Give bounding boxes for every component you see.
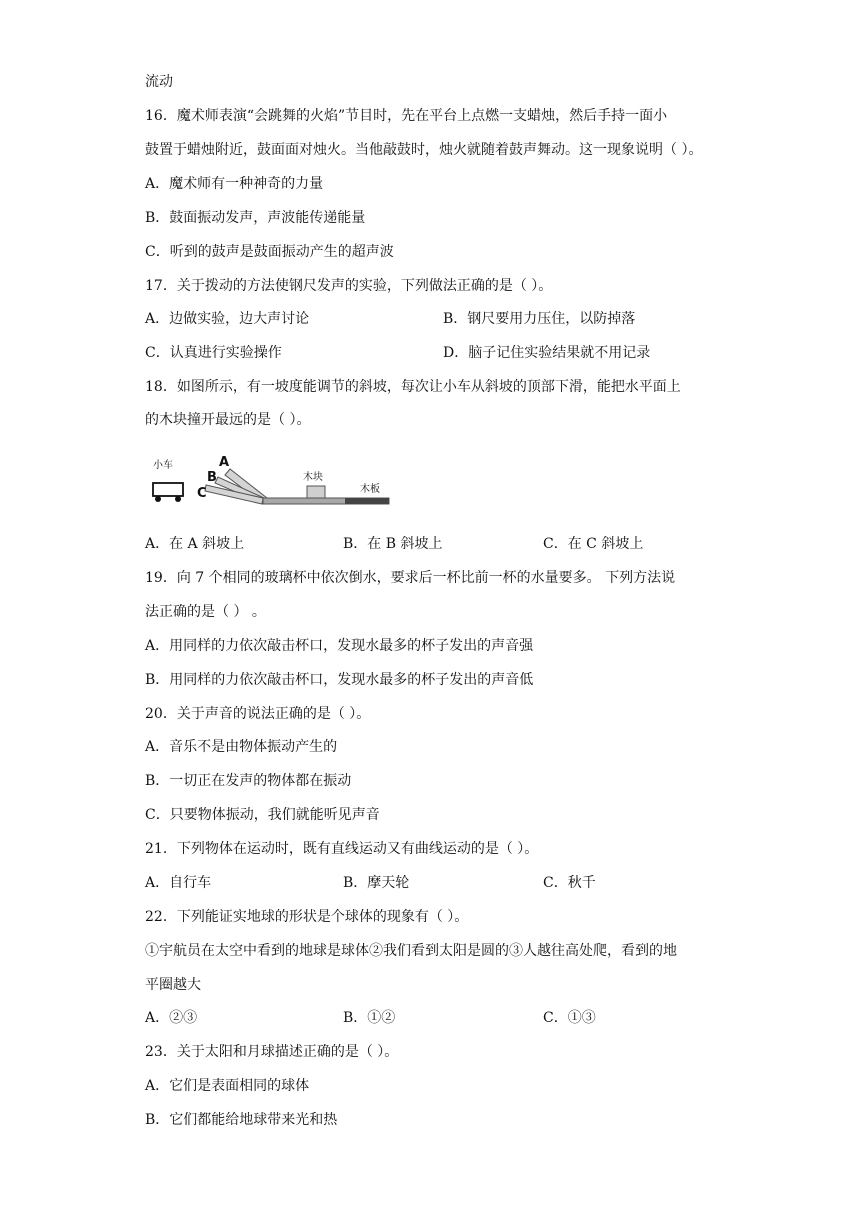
option-c: C．秋千: [543, 875, 596, 891]
question-stem: 18．如图所示，有一坡度能调节的斜坡，每次让小车从斜坡的顶部下滑，能把水平面上: [145, 379, 681, 395]
option-a: A．魔术师有一种神奇的力量: [145, 176, 324, 192]
question-stem: 16．魔术师表演“会跳舞的火焰”节目时，先在平台上点燃一支蜡烛，然后手持一面小: [145, 108, 668, 124]
option-b: B．在 B 斜坡上: [343, 536, 443, 552]
option-c: C．①③: [543, 1010, 596, 1026]
board-dark-end: [345, 498, 389, 504]
question-stem: 21．下列物体在运动时，既有直线运动又有曲线运动的是（ ）。: [145, 841, 539, 857]
option-a: A．用同样的力依次敲击杯口，发现水最多的杯子发出的声音强: [145, 638, 534, 654]
option-c: C．在 C 斜坡上: [543, 536, 644, 552]
option-b: B．钢尺要用力压住，以防掉落: [443, 311, 636, 327]
board-label: 木板: [360, 484, 380, 495]
question-stem: 鼓置于蜡烛附近，鼓面面对烛火。当他敲鼓时，烛火就随着鼓声舞动。这一现象说明（ ）。: [145, 142, 703, 158]
option-c: C．认真进行实验操作: [145, 345, 282, 361]
option-b: B．鼓面振动发声，声波能传递能量: [145, 210, 366, 226]
option-b: B．用同样的力依次敲击杯口，发现水最多的杯子发出的声音低: [145, 672, 534, 688]
question-stem: 的木块撞开最远的是（ ）。: [145, 412, 311, 428]
option-a: A．它们是表面相同的球体: [145, 1078, 310, 1094]
slope-a-label: A: [219, 455, 230, 470]
option-a: A．在 A 斜坡上: [145, 536, 245, 552]
question-stem: 法正确的是（ ） 。: [145, 604, 266, 620]
block-label: 木块: [303, 472, 323, 483]
option-b: B．①②: [343, 1010, 396, 1026]
slope-c-label: C: [197, 486, 207, 501]
option-a: A．自行车: [145, 875, 212, 891]
question-stem: 20．关于声音的说法正确的是（ ）。: [145, 706, 371, 722]
question-stem: ①宇航员在太空中看到的地球是球体②我们看到太阳是圆的③人越往高处爬，看到的地: [145, 943, 677, 959]
cart-drawing: [153, 483, 183, 502]
block-drawing: [307, 486, 325, 498]
question-stem: 19．向 7 个相同的玻璃杯中依次倒水，要求后一杯比前一杯的水量要多。 下列方法说: [145, 570, 676, 586]
slope-figure: [145, 452, 395, 512]
question-stem: 平圈越大: [145, 977, 201, 993]
slope-b-label: B: [207, 470, 217, 485]
option-a: A．②③: [145, 1010, 198, 1026]
option-d: D．脑子记住实验结果就不用记录: [443, 345, 651, 361]
option-a: A．边做实验，边大声讨论: [145, 311, 310, 327]
continuation-text: 流动: [145, 74, 173, 90]
option-b: B．它们都能给地球带来光和热: [145, 1112, 338, 1128]
option-b: B．摩天轮: [343, 875, 410, 891]
question-stem: 17．关于拨动的方法使钢尺发声的实验，下列做法正确的是（ ）。: [145, 278, 553, 294]
option-c: C．听到的鼓声是鼓面振动产生的超声波: [145, 244, 394, 260]
cart-label: 小车: [153, 460, 173, 471]
option-b: B．一切正在发声的物体都在振动: [145, 773, 352, 789]
option-a: A．音乐不是由物体振动产生的: [145, 739, 338, 755]
option-c: C．只要物体振动，我们就能听见声音: [145, 807, 380, 823]
question-stem: 22．下列能证实地球的形状是个球体的现象有（ ）。: [145, 909, 469, 925]
question-stem: 23．关于太阳和月球描述正确的是（ ）。: [145, 1044, 399, 1060]
